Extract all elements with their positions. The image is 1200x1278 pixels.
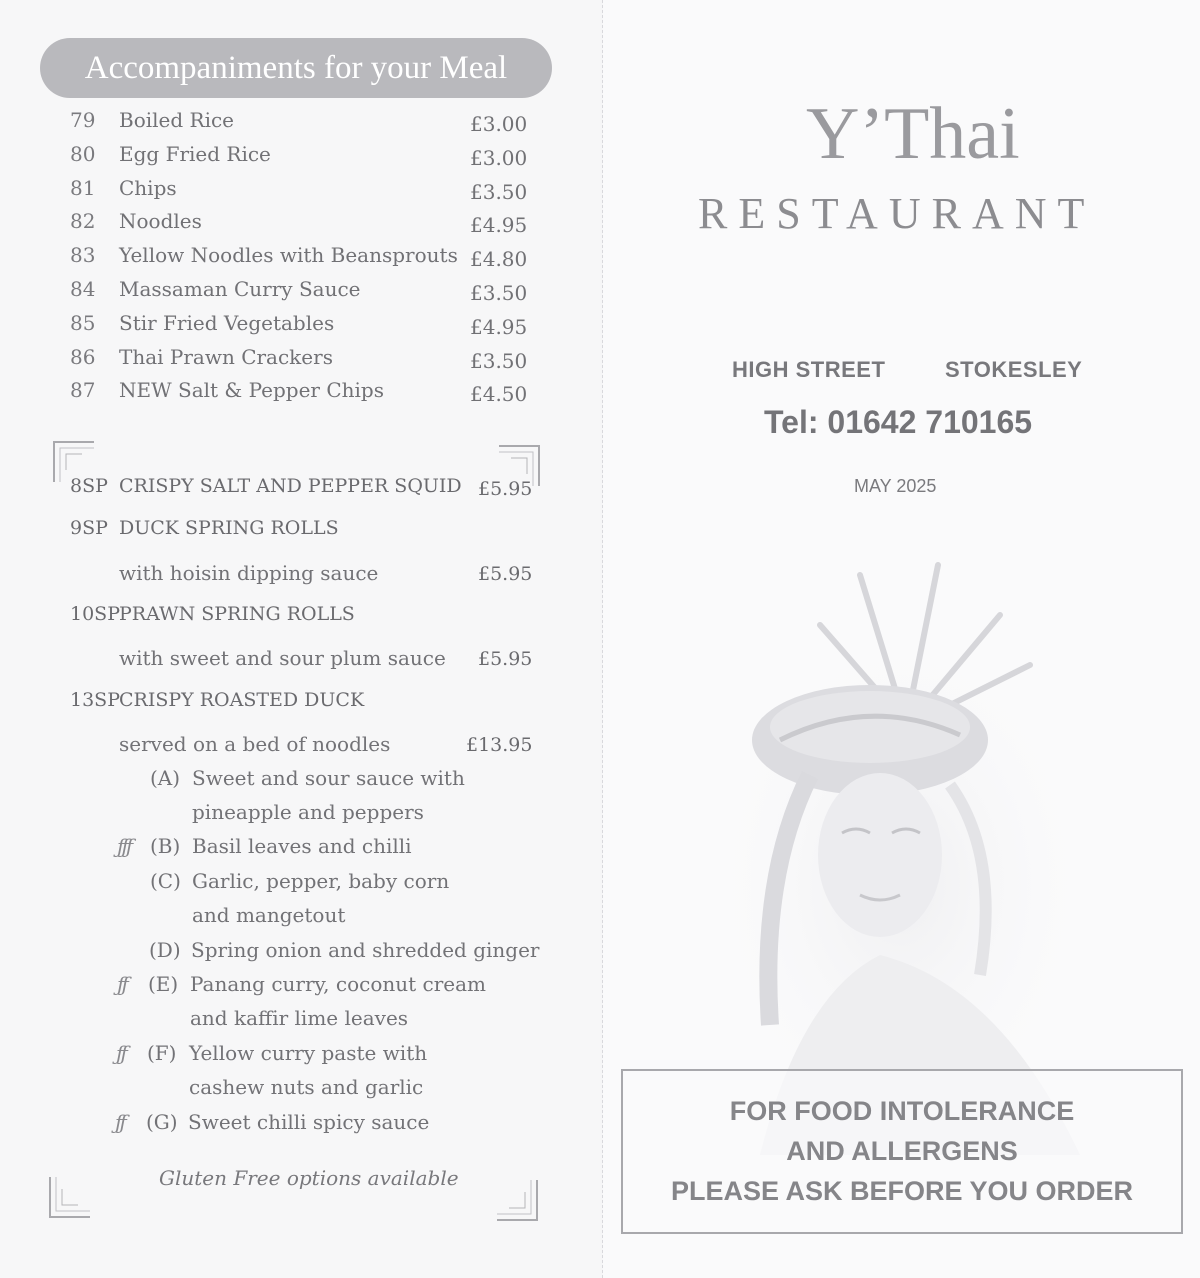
menu-item-num: 86 [70,344,96,369]
option-letter: (D) [149,938,181,962]
special-code: 10SP [70,603,120,625]
brand-name: Y’Thai [806,93,1020,175]
option-letter: (F) [147,1041,177,1065]
accompaniments-header: Accompaniments for your Meal [40,38,552,98]
brand-subtitle: RESTAURANT [698,189,1096,238]
menu-item-name: Thai Prawn Crackers [119,344,333,369]
notice-line: FOR FOOD INTOLERANCE [729,1096,1075,1126]
chilli-icon: ƒƒƒ [117,834,131,858]
option-letter: (C) [150,869,181,893]
special-price: £13.95 [466,734,533,756]
menu-item-num: 79 [70,108,96,132]
menu-item-name: Egg Fried Rice [119,141,271,166]
menu-item-row [68,374,538,408]
corner-ornament-icon [495,1178,539,1222]
option-letter: (G) [146,1110,178,1134]
menu-item-num: 83 [70,243,96,268]
special-code: 9SP [70,517,108,539]
menu-item-num: 87 [70,378,96,403]
option-text: Yellow curry paste with [189,1041,428,1065]
menu-date: MAY 2025 [854,476,937,496]
menu-item-name: Chips [119,175,177,200]
menu-item-row [68,307,538,341]
special-squid [70,475,462,497]
menu-item-row [68,341,538,375]
menu-item-num: 80 [70,141,96,166]
telephone: Tel: 01642 710165 [764,404,1033,440]
menu-item-name: Stir Fried Vegetables [119,310,335,335]
chilli-icon: ƒƒ [115,1110,124,1134]
menu-item-price: £3.50 [470,179,528,204]
menu-item-name: Yellow Noodles with Beansprouts [119,243,458,268]
option-letter: (B) [150,834,181,858]
option-text: Panang curry, coconut cream [190,972,487,996]
option-text: pineapple and peppers [192,800,424,824]
option-text: and kaffir lime leaves [190,1006,409,1030]
special-title: DUCK SPRING ROLLS [119,517,339,539]
special-title: CRISPY ROASTED DUCK [119,689,365,711]
menu-item-num: 81 [70,175,96,200]
menu-item-num: 82 [70,209,96,234]
menu-item-row [68,273,538,307]
option-text: cashew nuts and garlic [189,1075,424,1099]
menu-item-price: £4.95 [470,314,528,339]
chilli-icon: ƒƒ [116,1041,125,1065]
menu-item-row [68,138,538,172]
menu-item-row [68,205,538,239]
special-prawn-rolls [70,603,355,625]
special-title: PRAWN SPRING ROLLS [119,603,355,625]
menu-item-row [68,172,538,206]
option-text: Garlic, pepper, baby corn [192,869,450,893]
special-code: 13SP [70,689,120,711]
option-text: Spring onion and shredded ginger [191,938,540,962]
special-description: served on a bed of noodles [119,732,391,756]
menu-item-name: Boiled Rice [119,108,235,132]
special-price: £5.95 [478,478,533,500]
menu-item-num: 85 [70,310,96,335]
special-description: with sweet and sour plum sauce [119,646,446,670]
notice-line: AND ALLERGENS [786,1136,1018,1166]
chilli-icon: ƒƒ [117,972,126,996]
option-text: Sweet chilli spicy sauce [188,1110,430,1134]
special-title: CRISPY SALT AND PEPPER SQUID [119,475,462,497]
menu-item-price: £4.95 [470,213,528,238]
menu-item-row [68,239,538,273]
address-town: STOKESLEY [945,357,1083,382]
gluten-free-note: Gluten Free options available [159,1166,459,1190]
menu-item-price: £3.50 [470,280,528,305]
menu-item-name: Massaman Curry Sauce [119,276,361,301]
special-duck-rolls [70,517,339,539]
menu-item-price: £3.50 [470,348,528,373]
special-description: with hoisin dipping sauce [119,561,379,585]
menu-item-price: £4.50 [470,382,528,407]
option-letter: (E) [148,972,179,996]
notice-line: PLEASE ASK BEFORE YOU ORDER [670,1176,1134,1206]
menu-item-price: £3.00 [470,112,528,136]
special-price: £5.95 [478,563,533,585]
address-street: HIGH STREET [732,357,886,382]
menu-item-price: £3.00 [470,145,528,170]
thai-dancer-portrait [700,555,1120,1155]
menu-item-name: Noodles [119,209,202,234]
special-code: 8SP [70,475,108,497]
option-letter: (A) [150,766,181,790]
menu-item-price: £4.80 [470,247,528,272]
menu-item-num: 84 [70,276,96,301]
allergen-notice [621,1069,1183,1234]
option-text: and mangetout [192,903,346,927]
special-roast-duck [70,689,364,711]
menu-item-name: NEW Salt & Pepper Chips [119,378,384,403]
option-text: Sweet and sour sauce with [192,766,465,790]
special-price: £5.95 [478,648,533,670]
menu-item-row [68,104,538,138]
accompaniments-list [68,104,538,408]
option-text: Basil leaves and chilli [192,834,412,858]
corner-ornament-icon [48,1175,92,1219]
